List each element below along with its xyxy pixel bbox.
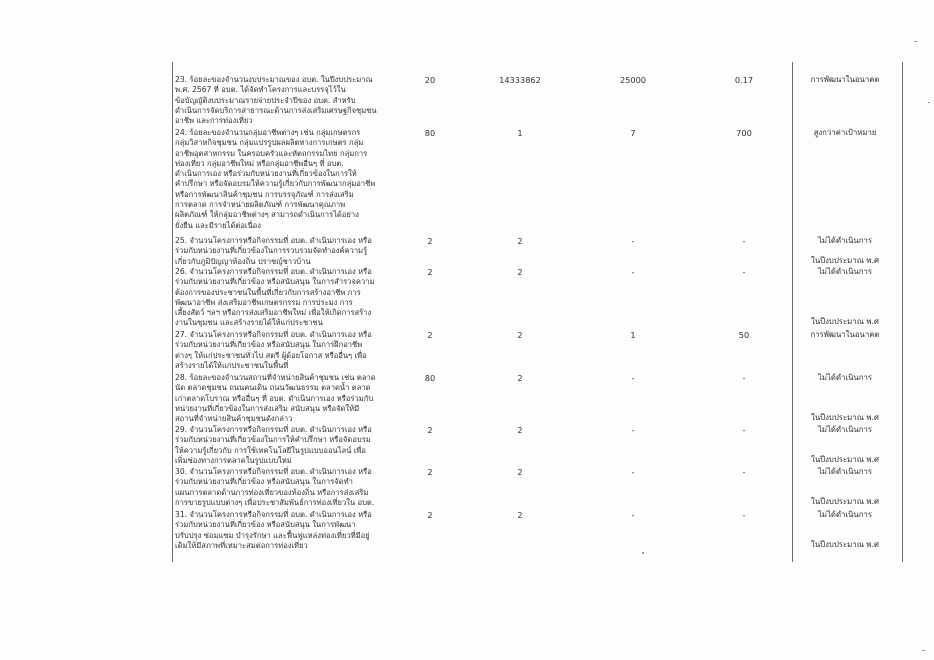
status-text: สูงกว่าค่าเป้าหมาย [813, 128, 877, 137]
scan-speck [642, 552, 644, 554]
indicator-description: 29. จำนวนโครงการหรือกิจกรรมที่ อบต. ดำเนินการเอง หรือ ร่วมกับหน่วยงานที่เกี่ยวข้องในการให้คำปรึกษา หรือจัดอบรม ให้ความรู้เกี่ยวกับ การใช้เทคโนโลยีในรูปแบบออนไลน์ เพื่อ เพิ่มช่องทางการตลาดในรูปแบบใหม่ [175, 425, 372, 465]
result-value: - [631, 425, 635, 435]
table-border-right [902, 62, 903, 562]
result-value: - [631, 373, 635, 383]
result-value: - [631, 467, 635, 477]
base-value: 14333862 [499, 75, 541, 85]
percent-value: - [742, 267, 746, 277]
target-value: 2 [427, 267, 433, 277]
target-value: 20 [424, 75, 436, 85]
indicator-description: 30. จำนวนโครงการหรือกิจกรรมที่ อบต. ดำเนินการเอง หรือ ร่วมกับหน่วยงานที่เกี่ยวข้อง หรือสนับสนุน ในการจัดทำ แผนการตลาดด้านการท่องเที่ยวของท้องถิ่น หรือการส่งเสริม การขายรูปแบบต่างๆ เพื่อประชาสัมพันธ์การท่องเที่ยวใน อบต. [175, 467, 375, 507]
indicator-description: 27. จำนวนโครงการหรือกิจกรรมที่ อบต. ดำเนินการเอง หรือ ร่วมกับหน่วยงานที่เกี่ยวข้อง หรือสนับสนุน ในการฝึกอาชีพ ต่างๆ ให้แก่ประชาชนทั่วไป สตรี ผู้ด้อยโอกาส หรืออื่นๆ เพื่อ สร้างรายได้ให้แก่ประชาชนในพื้นที่ [175, 330, 372, 370]
indicator-description: 28. ร้อยละของจำนวนสถานที่จำหน่ายสินค้าชุมชน เช่น ตลาด นัด ตลาดชุมชน ถนนคนเดิน ถนนวัฒนธรรม ตลาดน้ำ ตลาด เก่าตลาดโบราณ หรืออื่นๆ ที่ อบต. ดำเนินการเอง หรือร่วมกับ หน่วยงานที่เกี่ยวข้องในการส่งเสริม สนับสนุน หรือจัดให้มี สถานที่จำหน่ายสินค้าชุมชนดังกล่าว [175, 373, 376, 424]
target-value: 2 [427, 510, 433, 520]
status-text: ไม่ได้ดำเนินการ ในปีงบประมาณ พ.ศ [811, 467, 879, 506]
base-value: 2 [517, 373, 523, 383]
status-text: ไม่ได้ดำเนินการ ในปีงบประมาณ พ.ศ [811, 236, 879, 265]
scan-speck [914, 41, 917, 42]
status-text: ไม่ได้ดำเนินการ ในปีงบประมาณ พ.ศ [811, 267, 879, 326]
indicator-description: 23. ร้อยละของจำนวนงบประมาณของ อบต. ในปีงบประมาณ พ.ศ. 2567 ที่ อบต. ได้จัดทำโครงการและบรรจุไว้ใน ข้อบัญญัติงบประมาณรายจ่ายประจำปีของ อบต. สำหรับ ดำเนินการจัดบริการสาธารณะด้านการส่งเสริมเศรษฐกิจชุมชน อาชีพ และการท่องเที่ยว [175, 75, 377, 126]
base-value: 2 [517, 236, 523, 246]
base-value: 2 [517, 330, 523, 340]
status-text: ไม่ได้ดำเนินการ ในปีงบประมาณ พ.ศ [811, 510, 879, 549]
base-value: 2 [517, 467, 523, 477]
base-value: 1 [517, 128, 523, 138]
status-text: การพัฒนาในอนาคต [810, 75, 880, 84]
indicator-description: 24. ร้อยละของจำนวนกลุ่มอาชีพต่างๆ เช่น กลุ่มเกษตรกร กลุ่มวิสาหกิจชุมชน กลุ่มแปรรูปผลผลิตทางการเกษตร กลุ่ม อาชีพอุตสาหกรรม ในครอบครัวและหัตถกรรมไทย กลุ่มการ ท่องเที่ยว กลุ่มอาชีพใหม่ หรือกลุ่มอาชีพอื่นๆ ที่ อบต. ดำเนินการเอง หรือร่วมกับหน่วยงานที่เกี่ยวข้องในการให้ คำปรึกษา หรือจัดอบรมให้ความรู้เกี่ยวกับการพัฒนากลุ่มอาชีพ หรือการพัฒนาสินค้าชุมชน การบรรจุภัณฑ์ การส่งเสริม การตลาด การจำหน่ายผลิตภัณฑ์ การพัฒนาคุณภาพ ผลิตภัณฑ์ ให้กลุ่มอาชีพต่างๆ สามารถดำเนินการได้อย่าง ยั่งยืน และมีรายได้ต่อเนื่อง [175, 128, 376, 230]
result-value: 1 [630, 330, 636, 340]
percent-value: - [742, 373, 746, 383]
status-text: ไม่ได้ดำเนินการ ในปีงบประมาณ พ.ศ [811, 373, 879, 422]
target-value: 80 [424, 373, 436, 383]
result-value: 25000 [619, 75, 647, 85]
scan-speck [922, 650, 925, 651]
percent-value: - [742, 425, 746, 435]
base-value: 2 [517, 425, 523, 435]
indicator-description: 31. จำนวนโครงการหรือกิจกรรมที่ อบต. ดำเนินการเอง หรือ ร่วมกับหน่วยงานที่เกี่ยวข้อง หรือสนับสนุน ในการพัฒนา ปรับปรุง ซ่อมแซม บำรุงรักษา และฟื้นฟูแหล่งท่องเที่ยวที่มีอยู่ เดิมให้มีสภาพที่เหมาะสมต่อการท่องเที่ยว [175, 510, 372, 550]
result-value: - [631, 267, 635, 277]
base-value: 2 [517, 510, 523, 520]
scan-speck [928, 102, 930, 103]
percent-value: - [742, 467, 746, 477]
target-value: 2 [427, 425, 433, 435]
indicator-description: 25. จำนวนโครงการหรือกิจกรรมที่ อบต. ดำเนินการเอง หรือ ร่วมกับหน่วยงานที่เกี่ยวข้องในการรวบรวมจัดทำองค์ความรู้ เกี่ยวกับภูมิปัญญาท้องถิ่น ปราชญ์ชาวบ้าน [175, 236, 372, 266]
result-value: - [631, 510, 635, 520]
percent-value: 700 [736, 128, 752, 138]
indicator-description: 26. จำนวนโครงการหรือกิจกรรมที่ อบต. ดำเนินการเอง หรือ ร่วมกับหน่วยงานที่เกี่ยวข้อง หรือสนับสนุน ในการสำรวจความ ต้องการของประชาชนในพื้นที่เกี่ยวกับการสร้างอาชีพ การ พัฒนาอาชีพ ส่งเสริมอาชีพเกษตรกรรม การประมง การ เลี้ยงสัตว์ ฯลฯ หรือการส่งเสริมอาชีพใหม่ เพื่อให้เกิดการสร้าง งานในชุมชน และสร้างรายได้ให้แก่ประชาชน [175, 267, 375, 328]
percent-value: - [742, 510, 746, 520]
status-text: การพัฒนาในอนาคต [810, 330, 880, 339]
base-value: 2 [517, 267, 523, 277]
target-value: 2 [427, 467, 433, 477]
result-value: 7 [630, 128, 636, 138]
status-text: ไม่ได้ดำเนินการ ในปีงบประมาณ พ.ศ [811, 425, 879, 464]
target-value: 80 [424, 128, 436, 138]
result-value: - [631, 236, 635, 246]
percent-value: - [742, 236, 746, 246]
target-value: 2 [427, 236, 433, 246]
percent-value: 50 [738, 330, 750, 340]
target-value: 2 [427, 330, 433, 340]
percent-value: 0.17 [734, 75, 754, 85]
table-border-left [172, 62, 173, 562]
